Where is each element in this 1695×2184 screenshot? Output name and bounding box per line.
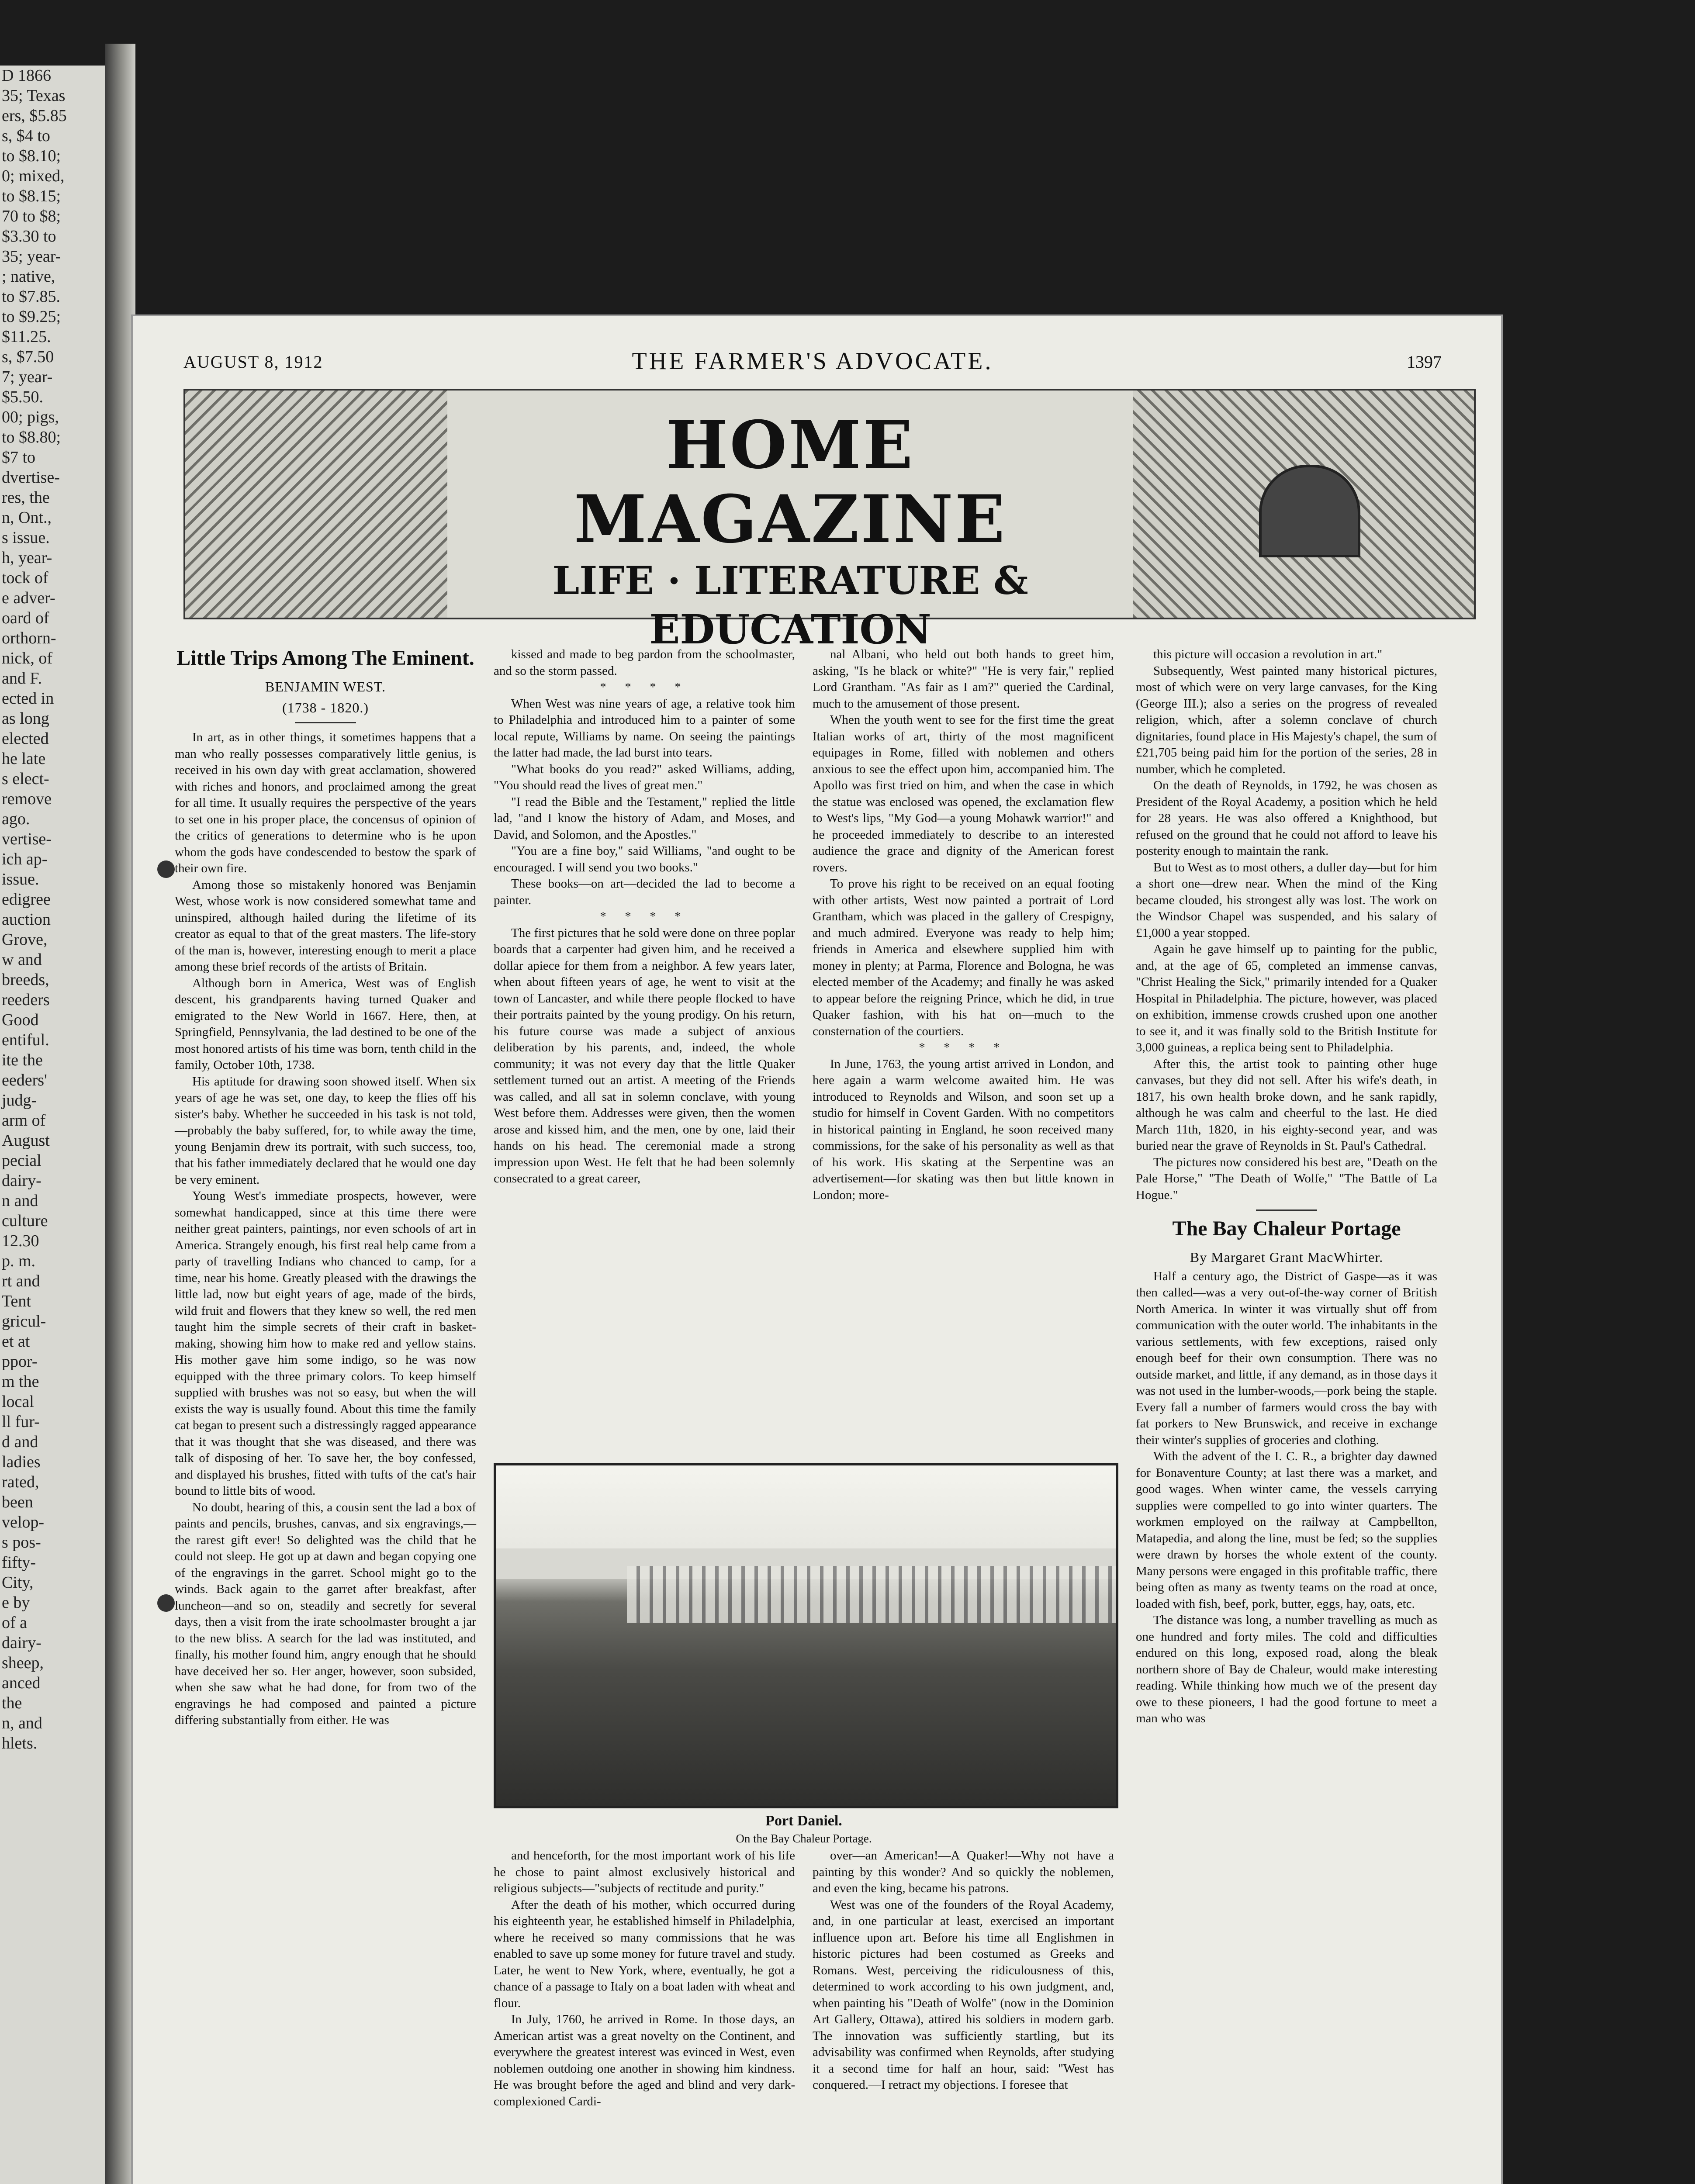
facing-page-line: D 1866 [2, 66, 51, 85]
facing-page-line: oard of [2, 609, 49, 627]
facing-page-line: vertise- [2, 830, 52, 848]
banner-wordmark [439, 407, 1142, 653]
article-column-4 [1136, 646, 1437, 1727]
facing-page-line: 35; Texas [2, 86, 66, 105]
facing-page-line: rated, [2, 1473, 39, 1491]
paragraph: The pictures now considered his best are, "Death on the Pale Horse," "The Death of Wolfe," "The Battle of La Hogue." [1136, 1155, 1437, 1202]
facing-page-line: to $8.15; [2, 187, 61, 205]
facing-page-line: been [2, 1493, 33, 1511]
facing-page-line: orthorn- [2, 629, 56, 647]
facing-page-line: elected [2, 729, 49, 748]
column-1-body [175, 729, 476, 1729]
village-shoreline [627, 1566, 1116, 1623]
paragraph: nal Albani, who held out both hands to greet him, asking, "Is he black or white?" "He is very fair," replied Lord Grantham. "As fair as I am?" queried the Cardinal, much to the amusement of those present. [813, 647, 1114, 711]
facing-page-line: 12.30 [2, 1232, 39, 1250]
paragraph: and henceforth, for the most important work of his life he chose to paint almost exclusively historical and religious subjects—"subjects of rectitude and purity." [494, 1849, 795, 1895]
article-subject: BENJAMIN WEST. [265, 679, 386, 695]
facing-page-line: August [2, 1131, 50, 1150]
facing-page-fragment [0, 66, 105, 2184]
lower-column-2 [494, 1848, 795, 2110]
port-daniel-photograph [494, 1463, 1118, 1808]
facing-page-line: $5.50. [2, 388, 43, 406]
facing-page-line: 7; year- [2, 368, 53, 386]
article-column-3 [813, 646, 1114, 1203]
facing-page-line: arm of [2, 1111, 46, 1130]
facing-page-line: ladies [2, 1453, 41, 1471]
paragraph: "You are a fine boy," said Williams, "and ought to be encouraged. I will send you two books." [494, 844, 795, 874]
facing-page-line: ected in [2, 689, 54, 708]
facing-page-line: ; native, [2, 267, 55, 286]
facing-page-line: s elect- [2, 770, 49, 788]
paragraph: * * * * [600, 681, 689, 694]
paragraph: When West was nine years of age, a relative took him to Philadelphia and introduced him to a painter of some local repute, Williams by name. On seeing the paintings the latter had made, the lad burst into tears. [494, 696, 795, 760]
facing-page-line: fifty- [2, 1553, 36, 1572]
facing-page-line: gricul- [2, 1312, 46, 1330]
page-number: 1397 [1407, 352, 1442, 372]
facing-page-line: s, $7.50 [2, 348, 54, 366]
facing-page-line: $7 to [2, 448, 36, 467]
caption-subtitle: On the Bay Chaleur Portage. [736, 1832, 872, 1845]
paragraph: To prove his right to be received on an equal footing with other artists, West now painted a portrait of Lord Grantham, which was placed in the gallery of Crespigny, and much admired. Everyone was ready to help him; friends in America and elsewhere supplied him with money in plenty; at Parma, Florence and Bologna, he was elected member of the Academy; and finally he was asked to appear before the reigning Prince, which he did, in true Quaker fashion, with his hat on—much to the consternation of the courtiers. [813, 877, 1114, 1038]
facing-page-line: anced [2, 1674, 41, 1692]
facing-page-line: s, $4 to [2, 127, 50, 145]
paragraph: In July, 1760, he arrived in Rome. In those days, an American artist was a great novelty on the Continent, and everywhere the greatest interest was evinced in West, even noblemen outdoing one another in showing him kindness. He was brought before the aged and blind and very dark-complexioned Cardi- [494, 2012, 795, 2108]
facing-page-line: ppor- [2, 1352, 38, 1371]
facing-page-line: velop- [2, 1513, 45, 1531]
paragraph: "I read the Bible and the Testament," replied the little lad, "and I know the history of Adam, and Moses, and David, and Solomon, and the Apostles." [494, 795, 795, 842]
paragraph: The distance was long, a number travelling as much as one hundred and forty miles. The cold and difficulties endured on this long, exposed road, along the bleak northern shore of Bay de Chaleur, would make interesting reading. While thinking how much we of the present day owe to these pioneers, I had the good fortune to meet a man who was [1136, 1613, 1437, 1725]
facing-page-line: dairy- [2, 1634, 42, 1652]
facing-page-line: dairy- [2, 1171, 42, 1190]
facing-page-line: nick, of [2, 649, 53, 667]
facing-page-line: ite the [2, 1051, 43, 1069]
facing-page-line: to $7.85. [2, 287, 61, 306]
facing-page-line: of a [2, 1614, 28, 1632]
paragraph: Half a century ago, the District of Gaspe—as it was then called—was a very out-of-the-way corner of British North America. In winter it was virtually shut off from communication with the outer world. The inhabitants in the various settlements, with few exceptions, raised only enough beef for their own consumption. There was no outside market, and little, if any demand, as in those days it was not used in the lumber-woods,—pork being the staple. Every fall a number of farmers would cross the bay with fat porkers to New Brunswick, and receive in exchange their winter's supplies of groceries and clothing. [1136, 1269, 1437, 1447]
facing-page-line: e adver- [2, 589, 55, 607]
facing-page-line: 70 to $8; [2, 207, 61, 225]
paragraph: "What books do you read?" asked Williams, adding, "You should read the lives of great men." [494, 762, 795, 792]
facing-page-line: tock of [2, 569, 48, 587]
facing-page-text [0, 66, 105, 1753]
facing-page-line: h, year- [2, 549, 52, 567]
paragraph: this picture will occasion a revolution in art." [1153, 647, 1383, 661]
photo-caption [494, 1813, 1114, 1845]
facing-page-line: $11.25. [2, 328, 51, 346]
paragraph: * * * * [600, 910, 689, 923]
facing-page-line: he late [2, 750, 46, 768]
facing-page-line: sheep, [2, 1654, 44, 1672]
paragraph: These books—on art—decided the lad to become a painter. [494, 877, 795, 907]
paragraph: over—an American!—A Quaker!—Why not have a painting by this wonder? And so quickly the noblemen, and even the king, became his patrons. [813, 1849, 1114, 1895]
paragraph: On the death of Reynolds, in 1792, he was chosen as President of the Royal Academy, a position which he held for 28 years. He was also offered a Knighthood, but refused on the ground that he could not afford to leave his posterity enough to maintain the rank. [1136, 778, 1437, 858]
paragraph: In art, as in other things, it sometimes happens that a man who really possesses comparatively little genius, is received in his own day with great acclamation, showered with riches and honors, and proclaimed among the great for all time. It usually requires the perspective of the years to set one in his proper place, the concensus of opinion of the critics of generations to determine who is he upon whom the gods have condescended to bestow the spark of their own fire. [175, 730, 476, 875]
banner-line-2: LIFE · LITERATURE & [552, 558, 1028, 603]
second-article-title: The Bay Chaleur Portage [1172, 1217, 1401, 1240]
lower-column-3 [813, 1848, 1114, 2094]
column-4-body [1136, 646, 1437, 1203]
second-article-body [1136, 1268, 1437, 1727]
article-column-2 [494, 646, 795, 1187]
paragraph: After this, the artist took to painting other huge canvases, but they did not sell. After his wife's death, in 1817, his own health broke down, and he sank rapidly, although he was calm and cheerful to the last. He died March 11th, 1820, in his eighty-second year, and was buried near the grave of Reynolds in St. Paul's Cathedral. [1136, 1057, 1437, 1153]
paragraph: Although born in America, West was of English descent, his grandparents having turned Quaker and emigrated to the New World in 1667. Here, then, at Springfield, Pennsylvania, the lad destined to be one of the most honored artists of his time was born, tenth child in the family, October 10th, 1738. [175, 976, 476, 1072]
paragraph: * * * * [919, 1041, 1008, 1054]
facing-page-line: Grove, [2, 930, 48, 949]
punch-hole [157, 1594, 175, 1612]
paragraph: With the advent of the I. C. R., a brighter day dawned for Bonaventure County; at last there was a market, and good wages. When winter came, the vessels carrying supplies were compelled to go into winter quarters. The workmen employed on the railway at Campbellton, Matapedia, and along the line, must be fed; so the supplies were drawn by horses the whole extent of the county. Many persons were engaged in this profitable traffic, there being often as many as twenty teams on the road at once, loaded with fish, beef, pork, butter, eggs, hay, oats, etc. [1136, 1449, 1437, 1611]
paragraph: The first pictures that he sold were done on three poplar boards that a carpenter had given him, and he received a dollar apiece for them from a neighbor. A few years later, when about fifteen years of age, he went to visit at the town of Lancaster, and while there people flocked to have their portraits painted by the young prodigy. On his return, his future course was made a subject of anxious deliberation by his parents, and, indeed, the whole community; it was not every day that the little Quaker settlement turned out an artist. A meeting of the Friends was called, and all sat in solemn conclave, with young West before them. Addresses were given, then the women arose and kissed him, and the men, one by one, laid their hands on his head. The ceremonial made a strong impression upon West. He felt that he had been solemnly consecrated to a great career, [494, 926, 795, 1185]
paragraph: His aptitude for drawing soon showed itself. When six years of age he was set, one day, to keep the flies off his sister's baby. Whether he succeeded in his task is not told,—probably the baby suffered, for, to while away the time, young Benjamin drew its portrait, with such success, too, that his father immediately declared that he would one day be very eminent. [175, 1074, 476, 1187]
paragraph: Subsequently, West painted many historical pictures, most of which were on very large canvases, for the King (George III.); also a series on the progress of revealed religion, which, after a solemn conclave of church dignitaries, found place in His Majesty's chapel, the sum of £21,705 being paid him for the portion of the series, 28 in number, which he completed. [1136, 663, 1437, 776]
facing-page-line: edigree [2, 890, 51, 909]
article-dates: (1738 - 1820.) [282, 699, 369, 715]
facing-page-line: ers, $5.85 [2, 107, 67, 125]
facing-page-line: w and [2, 950, 42, 969]
facing-page-line: p. m. [2, 1252, 36, 1270]
lower-column-3-body [813, 1848, 1114, 2094]
paragraph: No doubt, hearing of this, a cousin sent the lad a box of paints and pencils, brushes, canvas, and six engravings,—the rarest gift ever! So delighted was the child that he could not sleep. He got up at dawn and began copying one of the engravings in the garret. School might go to the winds. Back again to the garret after breakfast, after luncheon—and so on, steadily and secretly for several days, then a visit from the irate schoolmaster brought a jar to the new bliss. A search for the lad was instituted, and finally, his mother found him, angry enough that he should have deceived her so. Her anger, however, soon subsided, when she saw what he had done, for from two of the engravings he had composed and painted a picture differing substantially from either. He was [175, 1500, 476, 1727]
paragraph: Again he gave himself up to painting for the public, and, at the age of 65, completed an immense canvas, "Christ Healing the Sick," primarily intended for a Quaker Hospital in Philadelphia. The picture, however, was placed on exhibition, immense crowds crushed upon one another to see it, and it was finally sold to the British Institute for 3,000 guineas, a replica being sent to Philadelphia. [1136, 942, 1437, 1054]
facing-page-line: s pos- [2, 1533, 41, 1552]
second-article-byline: By Margaret Grant MacWhirter. [1190, 1249, 1384, 1265]
publication-title: THE FARMER'S ADVOCATE. [632, 348, 993, 375]
running-header [183, 347, 1442, 373]
facing-page-line: auction [2, 910, 51, 929]
banner-line-3: EDUCATION [649, 606, 931, 653]
facing-page-line: res, the [2, 488, 50, 507]
facing-page-line: breeds, [2, 971, 49, 989]
facing-page-line: judg- [2, 1091, 37, 1109]
paragraph: West was one of the founders of the Royal Academy, and, in one particular at least, exercised an important influence upon art. Before his time all Englishmen in historic pictures had been costumed as Greeks and Romans. West, perceiving the ridiculousness of this, determined to work according to his own judgment, and, when painting his "Death of Wolfe" (now in the Dominion Art Gallery, Ottawa), attired his soldiers in modern garb. The innovation was sufficiently startling, but its advisability was confirmed when Reynolds, after studying it a second time for half an hour, said: "West has conquered.—I retract my objections. I foresee that [813, 1897, 1114, 2092]
facing-page-line: e by [2, 1593, 30, 1612]
facing-page-line: to $8.10; [2, 147, 61, 165]
facing-page-line: dvertise- [2, 468, 60, 487]
facing-page-line: hlets. [2, 1734, 38, 1752]
banner-line-1: HOME MAGAZINE [574, 407, 1007, 558]
facing-page-line: and F. [2, 669, 42, 688]
facing-page-line: to $8.80; [2, 428, 61, 446]
article-title: Little Trips Among The Eminent. [176, 646, 474, 670]
facing-page-line: 00; pigs, [2, 408, 59, 426]
facing-page-line: issue. [2, 870, 39, 888]
paragraph: In June, 1763, the young artist arrived in London, and here again a warm welcome awaited him. He was introduced to Reynolds and Wilson, and soon set up a studio for himself in Covent Garden. With no competitors in historical painting in England, he soon received many commissions, for the sake of his personality as well as that of his work. His skating at the Serpentine was an advertisement—for skating was then but little known in London; more- [813, 1057, 1114, 1202]
facing-page-line: rt and [2, 1272, 40, 1290]
paragraph: After the death of his mother, which occurred during his eighteenth year, he established himself in Philadelphia, where he received so many commissions that he was enabled to save up some money for future travel and study. Later, he went to New York, where, eventually, he got a chance of a passage to Italy on a boat laden with wheat and flour. [494, 1897, 795, 2010]
facing-page-line: City, [2, 1573, 34, 1592]
punch-hole [157, 860, 175, 878]
facing-page-line: d and [2, 1433, 38, 1451]
divider [1256, 1209, 1317, 1211]
newspaper-page [131, 314, 1503, 2184]
column-3-body [813, 646, 1114, 1203]
facing-page-line: 0; mixed, [2, 167, 65, 185]
paragraph: kissed and made to beg pardon from the schoolmaster, and so the storm passed. [494, 647, 795, 678]
facing-page-line: Good [2, 1011, 39, 1029]
paragraph: But to West as to most others, a duller day—but for him a short one—drew near. When the mind of the King became clouded, his strongest ally was lost. The work on the Windsor Chapel was suspended, and his salary of £1,000 a year stopped. [1136, 860, 1437, 940]
facing-page-line: ll fur- [2, 1413, 40, 1431]
facing-page-line: as long [2, 709, 49, 728]
facing-page-line: s issue. [2, 529, 50, 547]
facing-page-line: Tent [2, 1292, 31, 1310]
column-2-body [494, 646, 795, 1187]
house-illustration [185, 390, 447, 618]
facing-page-line: 35; year- [2, 247, 61, 266]
facing-page-line: pecial [2, 1151, 42, 1170]
facing-page-line: n and [2, 1192, 38, 1210]
facing-page-line: ago. [2, 810, 30, 828]
facing-page-line: ich ap- [2, 850, 48, 868]
paragraph: Young West's immediate prospects, however, were somewhat handicapped, since at this time there were neither great painters, paintings, nor even schools of art in America. Strangely enough, his first real help came from a party of travelling Indians who chanced to camp, for a time, near his home. Greatly pleased with the drawings the little lad, now but eight years of age, made of the birds, wild fruit and flowers that they knew so well, the red men taught him the simple secrets of their craft in basket-making, showing him how to make red and yellow stains. His mother gave him some indigo, so he was now equipped with the three primary colors. To keep himself supplied with brushes was not so easy, but when the will exists the way is usually found. About this time the family cat began to present such a distressingly ragged appearance that it was thought that she was diseased, and there was talk of disposing of her. To save her, the boy confessed, and displayed his brushes, fitted with tufts of the cat's hair bound to little bits of wood. [175, 1189, 476, 1498]
facing-page-line: the [2, 1694, 22, 1712]
facing-page-line: n, Ont., [2, 508, 52, 527]
facing-page-line: et at [2, 1332, 30, 1351]
facing-page-line: culture [2, 1212, 48, 1230]
paragraph: Among those so mistakenly honored was Benjamin West, whose work is now considered somewhat tame and uninspired, although hailed during the lifetime of its creator as equal to that of the great masters. The life-story of the man is, however, interesting enough to merit a place among these brief records of the artists of Britain. [175, 878, 476, 974]
facing-page-line: n, and [2, 1714, 42, 1732]
facing-page-line: m the [2, 1372, 39, 1391]
facing-page-line: remove [2, 790, 52, 808]
divider [295, 722, 356, 723]
issue-date: AUGUST 8, 1912 [183, 352, 323, 372]
facing-page-line: local [2, 1393, 34, 1411]
facing-page-line: reeders [2, 991, 50, 1009]
facing-page-line: eeders' [2, 1071, 47, 1089]
facing-page-line: to $9.25; [2, 308, 61, 326]
lower-column-2-body [494, 1848, 795, 2110]
caption-title: Port Daniel. [765, 1813, 842, 1829]
facing-page-line: entiful. [2, 1031, 49, 1049]
article-column-1 [175, 646, 476, 1729]
paragraph: When the youth went to see for the first time the great Italian works of art, thirty of the most magnificent equipages in Rome, filled with noblemen and others anxious to see the effect upon him, accompanied him. The Apollo was first tried on him, and when the case in which the statue was enclosed was opened, the exclamation flew to West's lips, "My God—a young Mohawk warrior!" and he proceeded immediately to describe to an interested audience the grace and dignity of the American forest rovers. [813, 713, 1114, 874]
facing-page-line: $3.30 to [2, 227, 56, 245]
home-magazine-banner [183, 389, 1476, 653]
hearth-icon [1259, 465, 1360, 557]
